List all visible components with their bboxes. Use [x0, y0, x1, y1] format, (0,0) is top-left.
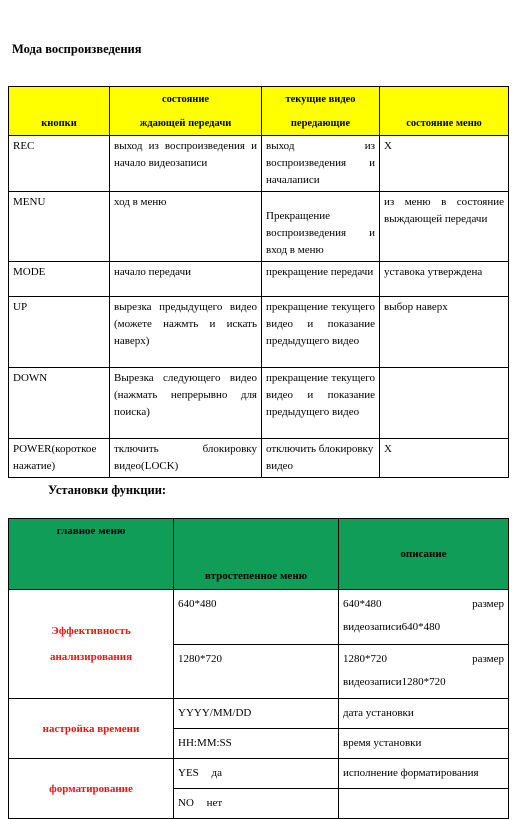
table-row — [9, 297, 509, 368]
during-video-cell: прекращение передачи — [262, 262, 380, 297]
description-cell: исполнение форматирования — [339, 759, 509, 789]
button-cell: MENU — [9, 192, 110, 262]
sub-menu-cell: HH:MM:SS — [174, 729, 339, 759]
header-description: описание — [339, 519, 509, 590]
button-cell: UP — [9, 297, 110, 368]
table-row — [9, 699, 509, 729]
idle-state-cell: начало передачи — [110, 262, 262, 297]
idle-state-cell: выход из воспроизведения и начало видеозаписи — [110, 136, 262, 192]
header-during-video: текущие видео передающие — [262, 87, 380, 136]
button-cell: POWER(короткое нажатие) — [9, 439, 110, 478]
during-video-cell: прекращение текущего видео и показание предыдущего видео — [262, 297, 380, 368]
during-video-cell: Прекращение воспроизведения и вход в меню — [262, 192, 380, 262]
settings-table-header — [9, 519, 509, 590]
table-row — [9, 759, 509, 789]
playback-mode-table — [8, 86, 509, 478]
table-row — [9, 439, 509, 478]
table-row — [9, 136, 509, 192]
description-cell: 640*480 размер видеозаписи640*480 — [339, 590, 509, 645]
during-video-cell: прекращение текущего видео и показание предыдущего видео — [262, 368, 380, 439]
function-settings-table — [8, 518, 509, 819]
idle-state-cell: Вырезка следующего видео (нажмать непрерывно для поиска) — [110, 368, 262, 439]
menu-state-cell: уставока утверждена — [380, 262, 509, 297]
sub-menu-cell: YYYY/MM/DD — [174, 699, 339, 729]
sub-menu-cell: YES да — [174, 759, 339, 789]
during-video-cell: выход из воспроизведения и началаписи — [262, 136, 380, 192]
table-row — [9, 590, 509, 645]
menu-state-cell — [380, 368, 509, 439]
description-cell: 1280*720 размер видеозаписи1280*720 — [339, 645, 509, 699]
during-video-cell: отключить блокировку видео — [262, 439, 380, 478]
header-buttons: кнопки — [9, 87, 110, 136]
button-cell: DOWN — [9, 368, 110, 439]
menu-state-cell: из меню в состояние выждающей передачи — [380, 192, 509, 262]
description-cell: дата установки — [339, 699, 509, 729]
menu-state-cell: X — [380, 136, 509, 192]
header-main-menu: главное меню — [9, 519, 174, 590]
header-menu-state: состояние меню — [380, 87, 509, 136]
table-row — [9, 262, 509, 297]
idle-state-cell: вырезка предыдущего видео (можете нажмть и искать наверх) — [110, 297, 262, 368]
description-cell — [339, 789, 509, 819]
header-sub-menu: втростепенное меню — [174, 519, 339, 590]
section-time-setting: настройка времени — [9, 699, 174, 759]
menu-state-cell: выбор наверх — [380, 297, 509, 368]
section-formatting: форматирование — [9, 759, 174, 819]
sub-menu-cell: 640*480 — [174, 590, 339, 645]
description-cell: время установки — [339, 729, 509, 759]
button-cell: REC — [9, 136, 110, 192]
sub-menu-cell: NO нет — [174, 789, 339, 819]
idle-state-cell: тключить блокировку видео(LOCK) — [110, 439, 262, 478]
header-idle-state: состояние ждающей передачи — [110, 87, 262, 136]
sub-menu-cell: 1280*720 — [174, 645, 339, 699]
table-row — [9, 368, 509, 439]
playback-table-header — [9, 87, 509, 136]
section-resolution: Эффективность анализирования — [9, 590, 174, 699]
function-settings-title: Установки функции: — [48, 483, 167, 497]
menu-state-cell: X — [380, 439, 509, 478]
idle-state-cell: ход в меню — [110, 192, 262, 262]
table-row — [9, 192, 509, 262]
button-cell: MODE — [9, 262, 110, 297]
playback-mode-title: Мода воспроизведения — [12, 42, 142, 56]
